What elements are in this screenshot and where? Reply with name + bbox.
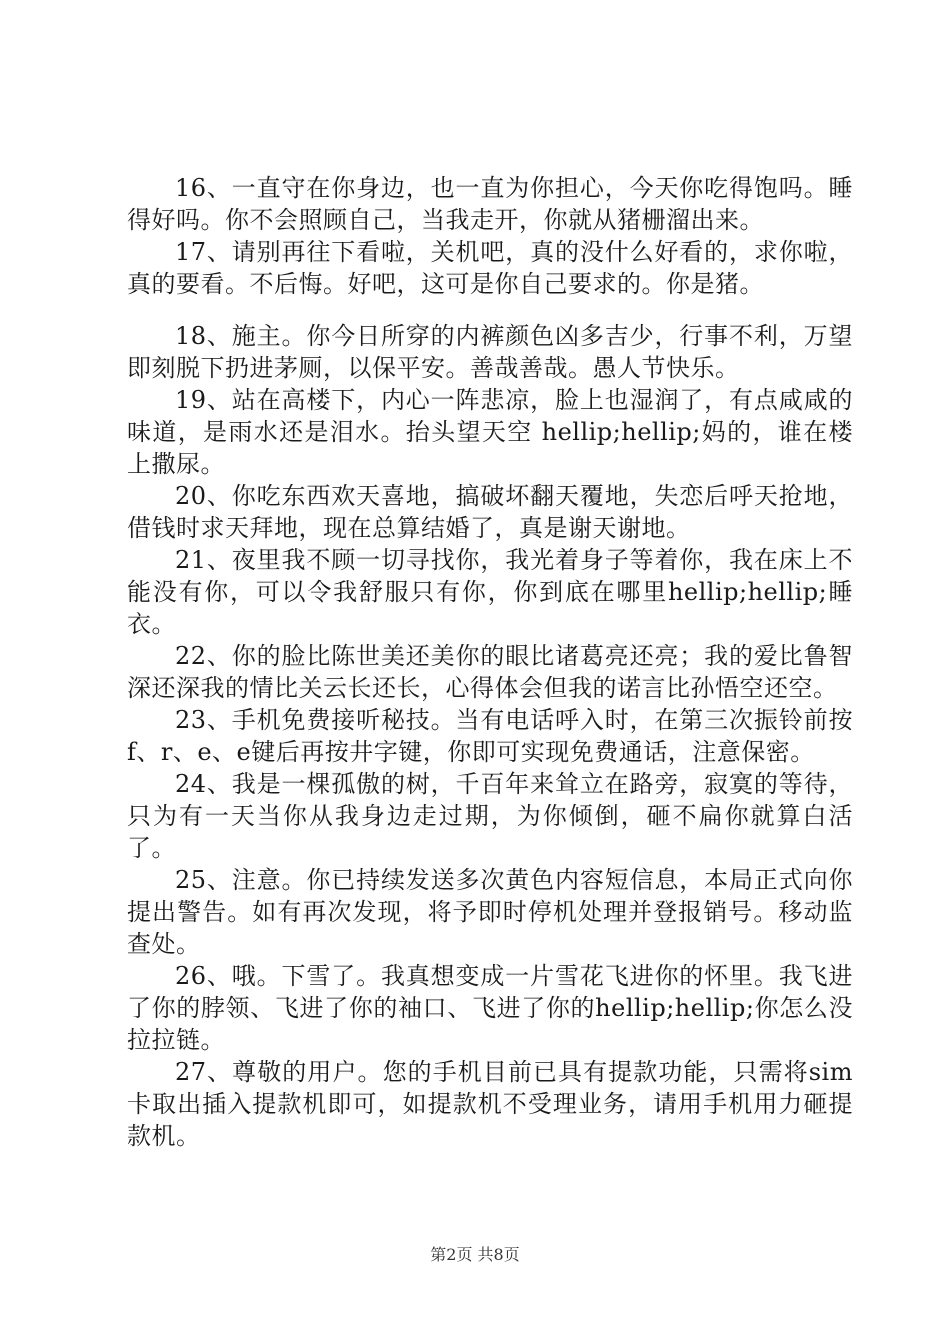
paragraph-22: 22、你的脸比陈世美还美你的眼比诸葛亮还亮；我的爱比鲁智深还深我的情比关云长还长，心得体会但我的诺言比孙悟空还空。	[127, 642, 853, 702]
paragraph-21: 21、夜里我不顾一切寻找你，我光着身子等着你，我在床上不能没有你，可以令我舒服只有你，你到底在哪里hellip;hellip;睡衣。	[127, 546, 853, 638]
paragraph-18: 18、施主。你今日所穿的内裤颜色凶多吉少，行事不利，万望即刻脱下扔进茅厕，以保平安。善哉善哉。愚人节快乐。	[127, 322, 853, 382]
page-number-footer: 第2页 共8页	[430, 1245, 520, 1264]
paragraph-20: 20、你吃东西欢天喜地，搞破坏翻天覆地，失恋后呼天抢地，借钱时求天拜地，现在总算结婚了，真是谢天谢地。	[127, 482, 853, 542]
paragraph-27: 27、尊敬的用户。您的手机目前已具有提款功能，只需将sim卡取出插入提款机即可，如提款机不受理业务，请用手机用力砸提款机。	[127, 1058, 853, 1150]
paragraph-25: 25、注意。你已持续发送多次黄色内容短信息，本局正式向你提出警告。如有再次发现，将予即时停机处理并登报销号。移动监查处。	[127, 866, 853, 958]
paragraph-19: 19、站在高楼下，内心一阵悲凉，脸上也湿润了，有点咸咸的味道，是雨水还是泪水。抬头望天空 hellip;hellip;妈的，谁在楼上撒尿。	[127, 386, 853, 478]
document-body	[127, 172, 853, 1152]
paragraph-26: 26、哦。下雪了。我真想变成一片雪花飞进你的怀里。我飞进了你的脖领、飞进了你的袖口、飞进了你的hellip;hellip;你怎么没拉拉链。	[127, 962, 853, 1054]
paragraph-17: 17、请别再往下看啦，关机吧，真的没什么好看的，求你啦，真的要看。不后悔。好吧，这可是你自己要求的。你是猪。	[127, 238, 853, 298]
paragraph-23: 23、手机免费接听秘技。当有电话呼入时，在第三次振铃前按f、r、e、e键后再按井字键，你即可实现免费通话，注意保密。	[127, 706, 853, 766]
paragraph-spacer	[127, 300, 853, 320]
paragraph-16: 16、一直守在你身边，也一直为你担心，今天你吃得饱吗。睡得好吗。你不会照顾自己，当我走开，你就从猪栅溜出来。	[127, 174, 853, 234]
paragraph-24: 24、我是一棵孤傲的树，千百年来耸立在路旁，寂寞的等待，只为有一天当你从我身边走过期，为你倾倒，砸不扁你就算白活了。	[127, 770, 853, 862]
